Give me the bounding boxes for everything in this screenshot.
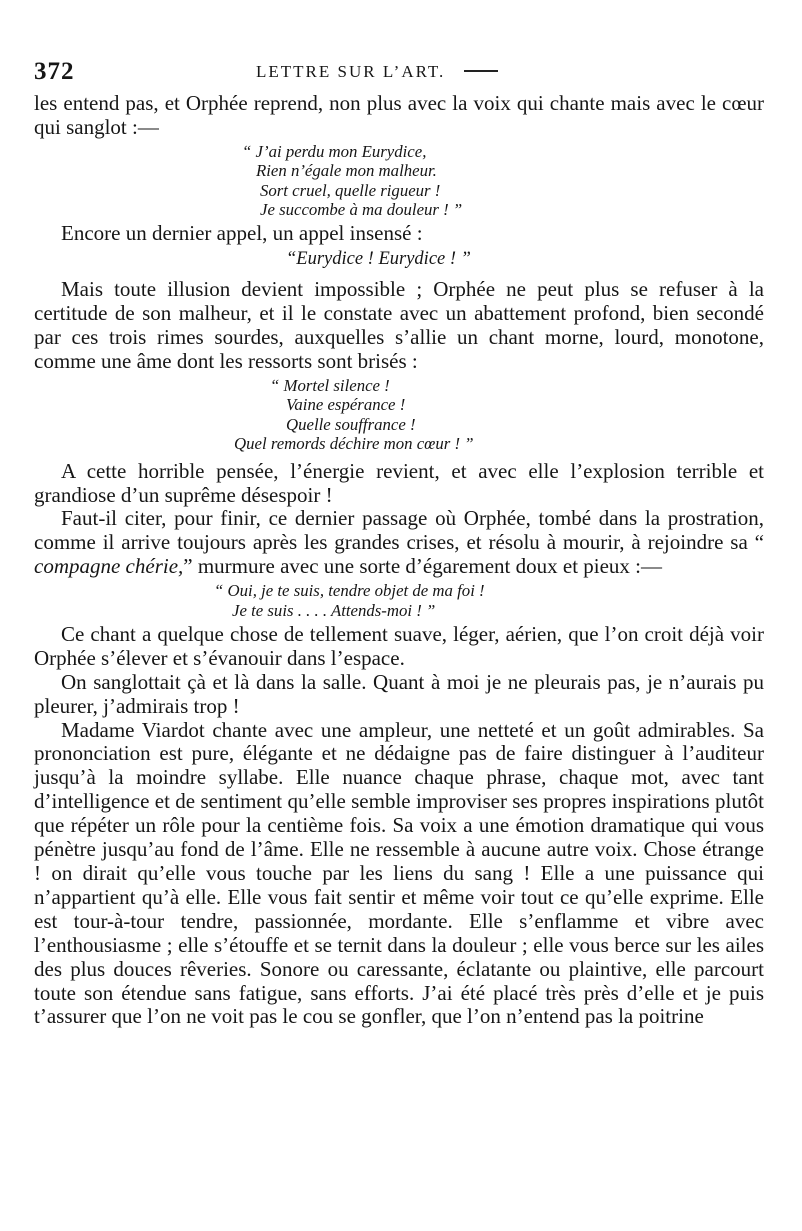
verse-line: Vaine espérance ! — [286, 395, 406, 415]
page-header — [34, 58, 764, 92]
paragraph: les entend pas, et Orphée reprend, non plus avec la voix qui chante mais avec le cœur qui sanglot :— — [34, 91, 764, 139]
verse-line: Je succombe à ma douleur ! ” — [260, 200, 463, 220]
paragraph: Encore un dernier appel, un appel insensé : — [61, 221, 423, 246]
paragraph: On sanglottait çà et là dans la salle. Quant à moi je ne pleurais pas, je n’aurais pu pleurer, j’admirais trop ! — [34, 669, 764, 718]
paragraph-text: ” murmure avec une sorte d’égarement doux et pieux :— — [183, 554, 663, 579]
paragraph: A cette horrible pensée, l’énergie revient, et avec elle l’explosion terrible et grandiose d’un suprême désespoir ! — [34, 458, 764, 507]
header-dash — [464, 70, 498, 72]
paragraph: Madame Viardot chante avec une ampleur, une netteté et un goût admirables. Sa prononciation est pure, élégante et ne dédaigne pas de faire distinguer à l’auditeur jusqu’à la moindre syllabe. Elle nuance chaque phrase, chaque mot, avec tant d’intelligence et de sentiment qu’elle semble improviser ses propres inspirations plutôt que répéter un rôle pour la centième fois. Sa voix a une émotion dramatique qui vous pénètre jusqu’au fond de l’âme. Elle ne ressemble à aucune autre voix. Chose étrange ! on dirait qu’elle vous touche par les liens du sang ! Elle a une puissance qui n’appartient qu’à elle. Elle vous fait sentir et même voir tout ce qu’elle exprime. Elle est tour-à-tour tendre, passionnée, mordante. Elle s’enflamme et vibre avec l’enthousiasme ; elle s’étouffe et se ternit dans la douleur ; elle vous berce sur les ailes des plus douces rêveries. Sonore ou caressante, éclatante ou plaintive, elle parcourt toute son étendue sans fatigue, sans efforts. J’ai été placé très près d’elle et je puis t’assurer que l’on ne voit pas le cou se gonfler, que l’on n’entend pas la poitrine — [34, 717, 764, 1029]
verse-line: Quel remords déchire mon cœur ! ” — [234, 434, 474, 454]
paragraph: Ce chant a quelque chose de tellement suave, léger, aérien, que l’on croit déjà voir Orphée s’élever et s’évanouir dans l’espace. — [34, 621, 764, 670]
verse-line: Je te suis . . . . Attends-moi ! ” — [232, 600, 436, 620]
verse-line: “ Oui, je te suis, tendre objet de ma foi ! — [214, 581, 485, 601]
page-number: 372 — [34, 58, 75, 85]
verse-quote — [214, 581, 764, 620]
book-page — [34, 58, 764, 1029]
verse-line: “ J’ai perdu mon Eurydice, — [242, 141, 427, 161]
running-title: LETTRE SUR L’ART. — [256, 62, 446, 81]
verse-quote — [234, 376, 764, 454]
verse-line: “ Mortel silence ! — [270, 375, 390, 395]
paragraph: Mais toute illusion devient impossible ; Orphée ne peut plus se refuser à la certitude de son malheur, et il le constate avec un abattement profond, bien secondé par ces trois rimes sourdes, auxquelles s’allie un chant morne, lourd, monotone, comme une âme dont les ressorts sont brisés : — [34, 277, 764, 374]
verse-quote — [242, 142, 764, 220]
paragraph-text: Faut-il citer, pour finir, ce dernier passage où Orphée, tombé dans la prostration, comme il arrive toujours après les grandes crises, et résolu à mourir, à rejoindre sa “ — [34, 506, 764, 555]
verse-line: Sort cruel, quelle rigueur ! — [260, 180, 441, 200]
verse-line: Quelle souffrance ! — [286, 414, 416, 434]
verse-quote: “Eurydice ! Eurydice ! ” — [286, 249, 471, 270]
italic-quote: compagne chérie, — [34, 554, 184, 579]
verse-line: Rien n’égale mon malheur. — [256, 161, 437, 181]
paragraph — [34, 507, 764, 579]
